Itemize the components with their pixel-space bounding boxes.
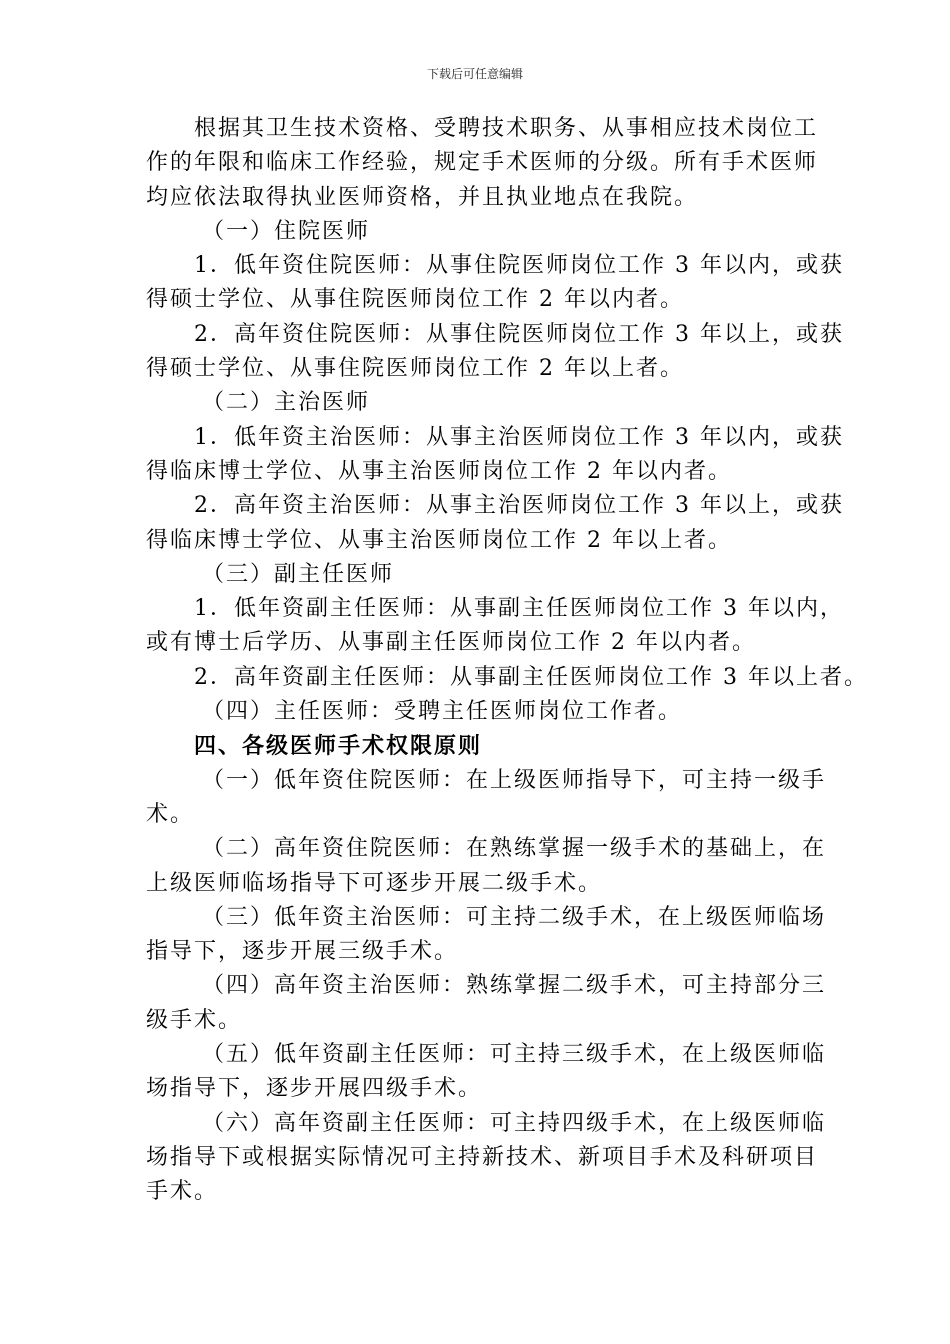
paragraph-line: 2．高年资副主任医师：从事副主任医师岗位工作 3 年以上者。 <box>194 664 868 690</box>
paragraph-line: （三）低年资主治医师：可主持二级手术，在上级医师临场 <box>202 904 827 930</box>
section-heading: （二）主治医师 <box>202 390 371 416</box>
paragraph-line: 场指导下，逐步开展四级手术。 <box>146 1076 483 1102</box>
paragraph-line: 1．低年资住院医师：从事住院医师岗位工作 3 年以内，或获 <box>194 253 844 279</box>
paragraph-line: （四）高年资主治医师：熟练掌握二级手术，可主持部分三 <box>202 973 827 999</box>
document-body <box>146 112 868 1210</box>
paragraph-line: 术。 <box>146 801 195 827</box>
page-header: 下载后可任意编辑 <box>426 67 523 81</box>
chapter-heading: 四、各级医师手术权限原则 <box>194 733 483 760</box>
paragraph-line: 1．低年资副主任医师：从事副主任医师岗位工作 3 年以内， <box>194 596 844 622</box>
paragraph-line: 2．高年资主治医师：从事主治医师岗位工作 3 年以上，或获 <box>194 493 844 519</box>
paragraph-line: 指导下，逐步开展三级手术。 <box>146 939 459 965</box>
section-heading: （三）副主任医师 <box>202 561 395 587</box>
paragraph-line: 或有博士后学历、从事副主任医师岗位工作 2 年以内者。 <box>146 630 756 656</box>
paragraph-line: 手术。 <box>146 1179 219 1205</box>
paragraph-line: （六）高年资副主任医师：可主持四级手术，在上级医师临 <box>202 1110 827 1136</box>
paragraph-line: 得硕士学位、从事住院医师岗位工作 2 年以内者。 <box>146 287 684 313</box>
paragraph-line: 1．低年资主治医师：从事主治医师岗位工作 3 年以内，或获 <box>194 424 844 450</box>
paragraph-line: 级手术。 <box>146 1007 243 1033</box>
paragraph-line: （二）高年资住院医师：在熟练掌握一级手术的基础上，在 <box>202 836 827 862</box>
paragraph-line: 2．高年资住院医师：从事住院医师岗位工作 3 年以上，或获 <box>194 321 844 347</box>
paragraph-line: 均应依法取得执业医师资格，并且执业地点在我院。 <box>146 184 699 210</box>
paragraph-line: 得临床博士学位、从事主治医师岗位工作 2 年以内者。 <box>146 458 732 484</box>
section-heading: （四）主任医师：受聘主任医师岗位工作者。 <box>202 699 683 725</box>
paragraph-line: 得硕士学位、从事住院医师岗位工作 2 年以上者。 <box>146 356 684 382</box>
section-heading: （一）住院医师 <box>202 218 371 244</box>
paragraph-line: 作的年限和临床工作经验，规定手术医师的分级。所有手术医师 <box>146 150 819 176</box>
paragraph-line: （五）低年资副主任医师：可主持三级手术，在上级医师临 <box>202 1042 827 1068</box>
paragraph-line: 上级医师临场指导下可逐步开展二级手术。 <box>146 870 603 896</box>
paragraph-line: 场指导下或根据实际情况可主持新技术、新项目手术及科研项目 <box>146 1144 819 1170</box>
paragraph-line: 得临床博士学位、从事主治医师岗位工作 2 年以上者。 <box>146 527 732 553</box>
paragraph-line: 根据其卫生技术资格、受聘技术职务、从事相应技术岗位工 <box>194 116 819 141</box>
paragraph-line: （一）低年资住院医师：在上级医师指导下，可主持一级手 <box>202 767 827 793</box>
